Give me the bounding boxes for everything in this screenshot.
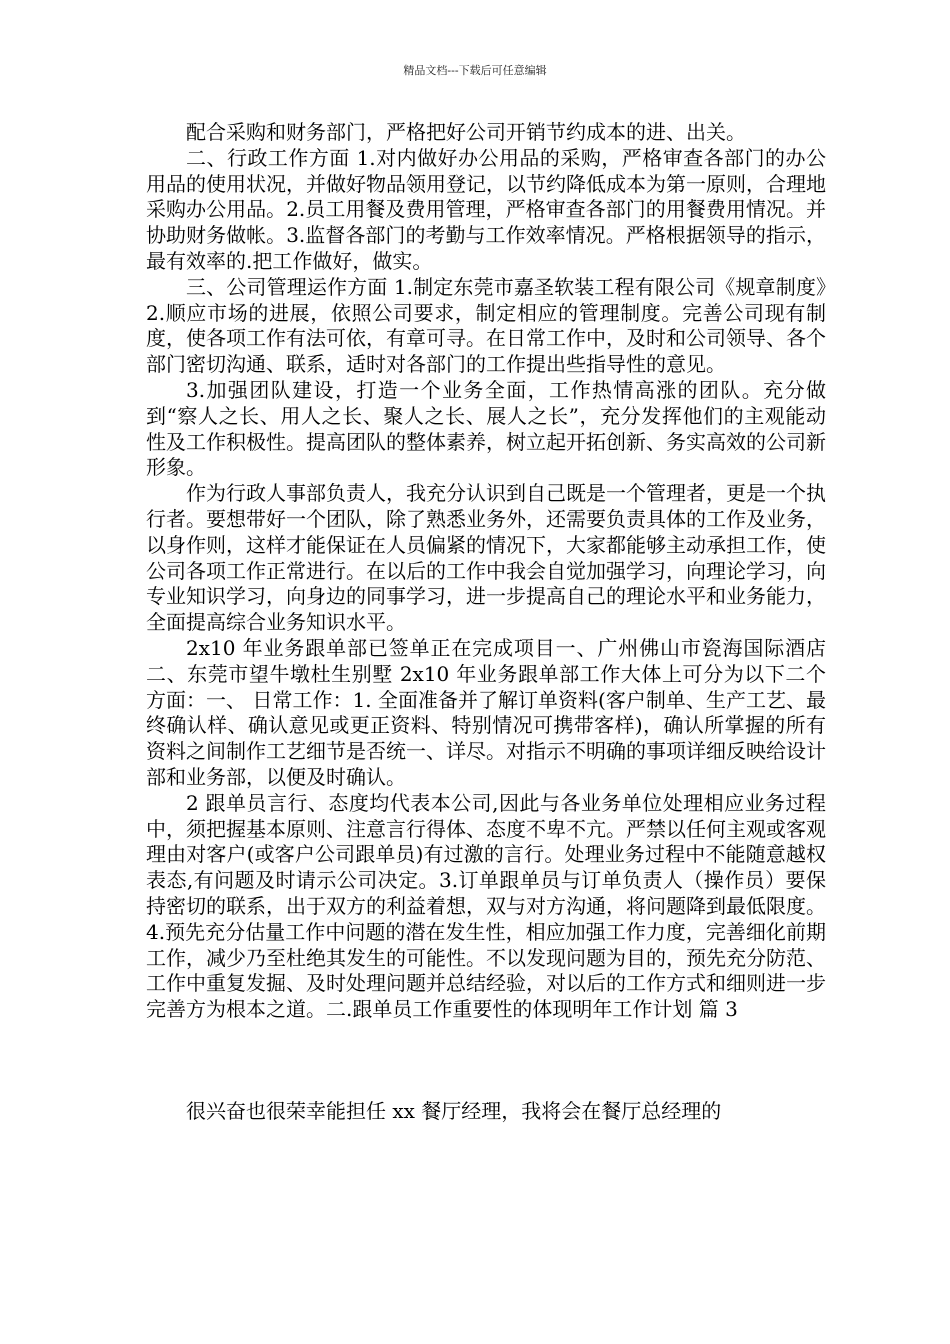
paragraph-5: 作为行政人事部负责人，我充分认识到自己既是一个管理者，更是一个执行者。要想带好一个团队，除了熟悉业务外，还需要负责具体的工作及业务，以身作则，这样才能保证在人员偏紧的情况下，大家都能够主动承担工作，使公司各项工作正常进行。在以后的工作中我会自觉加强学习，向理论学习，向专业知识学习，向身边的同事学习，进一步提高自己的理论水平和业务能力，全面提高综合业务知识水平。 [146, 481, 826, 635]
section-gap [146, 1023, 826, 1099]
paragraph-4: 3.加强团队建设，打造一个业务全面，工作热情高涨的团队。充分做到“察人之长、用人之长、聚人之长、展人之长”，充分发挥他们的主观能动性及工作积极性。提高团队的整体素养，树立起开拓创新、务实高效的公司新形象。 [146, 377, 826, 480]
document-body [146, 120, 826, 1125]
paragraph-7: 2 跟单员言行、态度均代表本公司,因此与各业务单位处理相应业务过程中，须把握基本原则、注意言行得体、态度不卑不亢。严禁以任何主观或客观理由对客户(或客户公司跟单员)有过激的言行。处理业务过程中不能随意越权表态,有问题及时请示公司决定。3.订单跟单员与订单负责人（操作员）要保持密切的联系，出于双方的利益着想，双与对方沟通，将问题降到最低限度。4.预先充分估量工作中问题的潜在发生性，相应加强工作力度，完善细化前期工作，减少乃至杜绝其发生的可能性。不以发现问题为目的，预先充分防范、工作中重复发掘、及时处理问题并总结经验，对以后的工作方式和细则进一步完善方为根本之道。二.跟单员工作重要性的体现明年工作计划 篇 3 [146, 790, 826, 1022]
paragraph-1: 配合采购和财务部门，严格把好公司开销节约成本的进、出关。 [186, 120, 746, 144]
page-header: 精品文档---下载后可任意编辑 [403, 64, 547, 77]
paragraph-8: 很兴奋也很荣幸能担任 xx 餐厅经理，我将会在餐厅总经理的 [186, 1098, 722, 1123]
paragraph-2: 二、行政工作方面 1.对内做好办公用品的采购，严格审查各部门的办公用品的使用状况，并做好物品领用登记，以节约降低成本为第一原则，合理地采购办公用品。2.员工用餐及费用管理，严格审查各部门的用餐费用情况。并协助财务做帐。3.监督各部门的考勤与工作效率情况。严格根据领导的指示，最有效率的.把工作做好，做实。 [146, 145, 826, 273]
paragraph-3: 三、公司管理运作方面 1.制定东莞市嘉圣软装工程有限公司《规章制度》2.顺应市场的进展，依照公司要求，制定相应的管理制度。完善公司现有制度，使各项工作有法可依，有章可寻。在日常工作中，及时和公司领导、各个部门密切沟通、联系，适时对各部门的工作提出些指导性的意见。 [146, 274, 826, 377]
paragraph-6: 2x10 年业务跟单部已签单正在完成项目一、广州佛山市瓷海国际酒店二、东莞市望牛墩杜生别墅 2x10 年业务跟单部工作大体上可分为以下二个方面：一、 日常工作：1. 全面准备并了解订单资料(客户制单、生产工艺、最终确认样、确认意见或更正资料、特别情况可携带客样)，确认所掌握的所有资料之间制作工艺细节是否统一、详尽。对指示不明确的事项详细反映给设计部和业务部，以便及时确认。 [146, 635, 826, 789]
